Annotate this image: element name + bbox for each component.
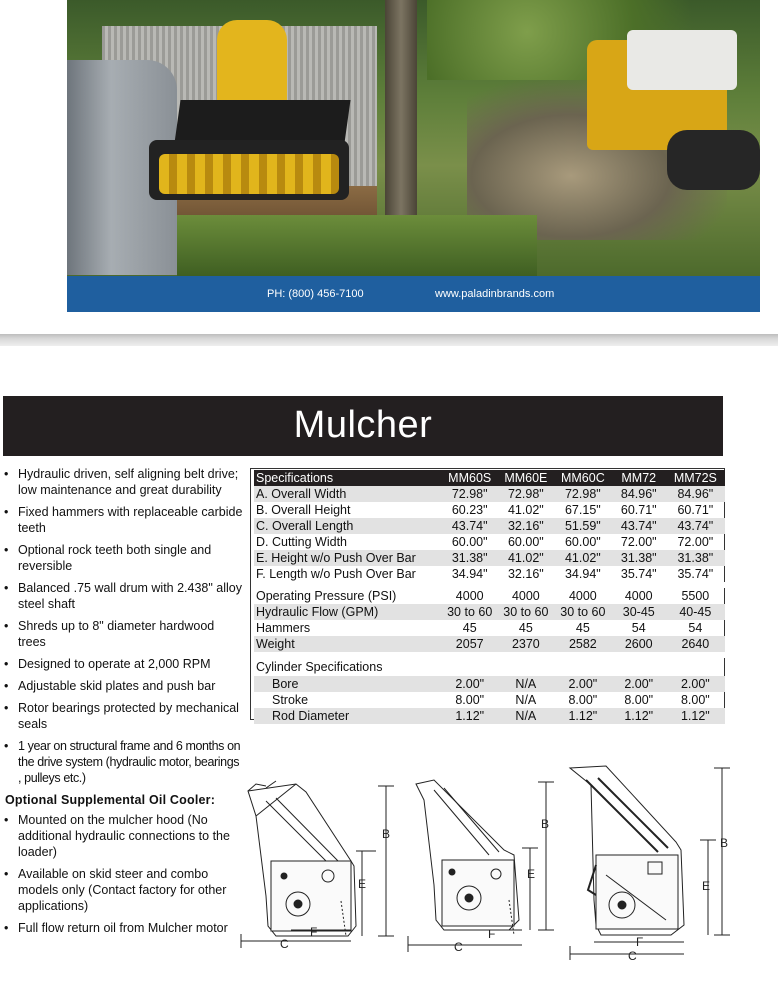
list-item: • Designed to operate at 2,000 RPM <box>4 657 211 671</box>
table-row: C. Overall Length 43.74" 32.16" 51.59" 43.74" 43.74" <box>254 518 725 534</box>
table-row: E. Height w/o Push Over Bar 31.38" 41.02" 41.02" 31.38" 31.38" <box>254 550 725 566</box>
dim-label-e: E <box>358 877 367 891</box>
title-bar <box>3 396 723 456</box>
dim-label-f: F <box>636 935 644 949</box>
list-item: • Fixed hammers with replaceable carbide teeth <box>4 505 243 535</box>
features-list <box>4 466 244 942</box>
table-row: Bore 2.00" N/A 2.00" 2.00" 2.00" <box>254 676 725 692</box>
foliage-foreground <box>177 215 537 276</box>
table-row: Hammers 45 45 45 54 54 <box>256 621 703 635</box>
phone-number: PH: (800) 456-7100 <box>267 288 364 300</box>
table-row: B. Overall Height 60.23" 41.02" 67.15" 60.71" 60.71" <box>256 503 714 517</box>
table-header-row: Specifications MM60S MM60E MM60C MM72 MM72S <box>254 470 725 486</box>
product-photo <box>67 0 760 276</box>
list-item: • Rotor bearings protected by mechanical seals <box>4 701 239 731</box>
list-item: • Shreds up to 8" diameter hardwood trees <box>4 619 215 649</box>
list-item: • Optional rock teeth both single and reversible <box>4 543 212 573</box>
dim-label-c: C <box>454 940 463 954</box>
table-row: Operating Pressure (PSI) 4000 4000 4000 4000 5500 <box>256 589 710 603</box>
cooler-heading: Optional Supplemental Oil Cooler: <box>5 793 216 807</box>
loader-arm <box>217 20 287 110</box>
list-item: • Hydraulic driven, self aligning belt drive; low maintenance and great durability <box>4 467 239 497</box>
dim-label-b: B <box>382 827 391 841</box>
table-row: Hydraulic Flow (GPM) 30 to 60 30 to 60 30 to 60 30-45 40-45 <box>254 604 725 620</box>
table-row: Stroke 8.00" N/A 8.00" 8.00" 8.00" <box>272 693 710 707</box>
spec-table <box>254 470 725 724</box>
page-title: Mulcher <box>293 404 433 446</box>
mulcher-drum <box>149 140 349 200</box>
list-item: • Mounted on the mulcher hood (No additional hydraulic connections to the loader) <box>4 813 230 859</box>
website-link[interactable]: www.paladinbrands.com <box>435 288 555 300</box>
list-item: • 1 year on structural frame and 6 months on the drive system (hydraulic motor, bearings , pulleys etc.) <box>4 739 241 785</box>
dim-label-e: E <box>702 879 711 893</box>
table-row: Weight 2057 2370 2582 2600 2640 <box>254 636 725 652</box>
list-item: • Full flow return oil from Mulcher motor <box>4 921 228 935</box>
table-row: F. Length w/o Push Over Bar 34.94" 32.16" 34.94" 35.74" 35.74" <box>256 567 714 581</box>
dim-label-f: F <box>310 925 318 939</box>
dim-label-f: F <box>488 927 496 941</box>
list-item: • Adjustable skid plates and push bar <box>4 679 216 693</box>
table-section-heading: Cylinder Specifications <box>256 660 383 674</box>
dim-label-c: C <box>628 949 637 963</box>
list-item: • Available on skid steer and combo models only (Contact factory for other applications) <box>4 867 227 913</box>
dim-label-b: B <box>541 817 550 831</box>
page-separator <box>0 334 778 346</box>
mulcher-diagram-2 <box>404 770 564 955</box>
track-loader-track <box>667 130 760 190</box>
track-loader-cab <box>627 30 737 90</box>
list-item: • Balanced .75 wall drum with 2.438" alloy steel shaft <box>4 581 243 611</box>
mulcher-diagram-3 <box>566 760 738 964</box>
dim-label-e: E <box>527 867 536 881</box>
table-row: Rod Diameter 1.12" N/A 1.12" 1.12" 1.12" <box>254 708 725 724</box>
dim-label-b: B <box>720 836 729 850</box>
table-row: A. Overall Width 72.98" 72.98" 72.98" 84.96" 84.96" <box>254 486 725 502</box>
mulcher-diagram-1 <box>236 776 406 951</box>
dim-label-c: C <box>280 937 289 951</box>
contact-bar <box>67 276 760 312</box>
table-row: D. Cutting Width 60.00" 60.00" 60.00" 72.00" 72.00" <box>256 535 714 549</box>
